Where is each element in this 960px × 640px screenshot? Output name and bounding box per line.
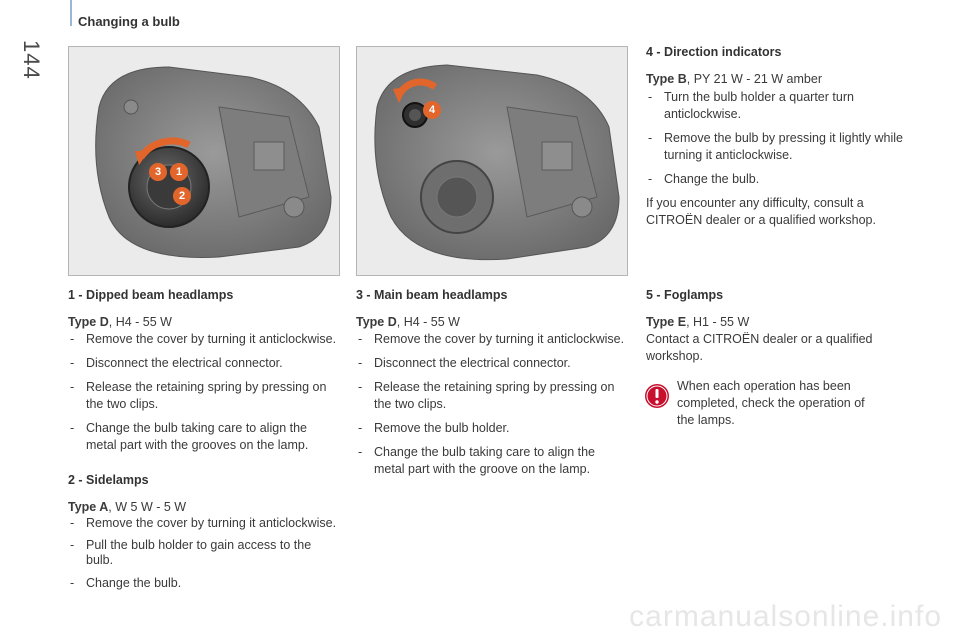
bulb-type: Type B, PY 21 W - 21 W amber <box>646 72 822 86</box>
step-item: - Disconnect the electrical connector. <box>356 355 626 372</box>
page-title: Changing a bulb <box>78 14 180 29</box>
step-item: - Remove the bulb holder. <box>356 420 626 437</box>
step-item: - Release the retaining spring by pressing on the two clips. <box>68 379 338 413</box>
section-foglamps <box>646 287 906 365</box>
step-item: - Remove the cover by turning it anticlockwise. <box>68 331 338 348</box>
callout-badge-4: 4 <box>423 101 441 119</box>
bulb-type: Type E, H1 - 55 W <box>646 315 750 329</box>
step-item: - Remove the bulb by pressing it lightly while turning it anticlockwise. <box>646 130 906 164</box>
callout-badge-3: 3 <box>149 163 167 181</box>
section-main-beam <box>356 287 626 485</box>
section-direction-indicators <box>646 44 906 229</box>
callout-badge-2: 2 <box>173 187 191 205</box>
step-item: - Remove the cover by turning it anticlockwise. <box>68 516 338 531</box>
section-sidelamps <box>68 472 338 599</box>
step-item: - Change the bulb. <box>646 171 906 188</box>
bulb-type: Type D, H4 - 55 W <box>68 315 172 329</box>
step-item: - Pull the bulb holder to gain access to the bulb. <box>68 538 338 568</box>
step-item: - Change the bulb taking care to align the metal part with the groove on the lamp. <box>356 444 626 478</box>
watermark: carmanualsonline.info <box>629 600 942 633</box>
section-heading: 2 - Sidelamps <box>68 473 149 487</box>
step-item: - Turn the bulb holder a quarter turn anticlockwise. <box>646 89 906 123</box>
dealer-note: If you encounter any difficulty, consult a CITROËN dealer or a qualified workshop. <box>646 196 876 227</box>
step-item: - Release the retaining spring by pressing on the two clips. <box>356 379 626 413</box>
side-accent-bar <box>70 0 72 26</box>
step-item: - Change the bulb taking care to align the metal part with the grooves on the lamp. <box>68 420 338 454</box>
section-heading: 1 - Dipped beam headlamps <box>68 288 234 302</box>
headlamp-figure-rear-left <box>68 46 340 276</box>
bulb-type: Type A, W 5 W - 5 W <box>68 500 187 514</box>
warning-text: When each operation has been completed, check the operation of the lamps. <box>677 379 865 427</box>
page-number: 144 <box>19 40 44 80</box>
dealer-note: Contact a CITROËN dealer or a qualified workshop. <box>646 332 873 363</box>
callout-badge-1: 1 <box>170 163 188 181</box>
step-item: - Change the bulb. <box>68 575 338 592</box>
step-item: - Remove the cover by turning it anticlockwise. <box>356 331 626 348</box>
section-heading: 3 - Main beam headlamps <box>356 288 508 302</box>
headlamp-figure-rear-right <box>356 46 628 276</box>
section-dipped-beam <box>68 287 338 461</box>
step-item: - Disconnect the electrical connector. <box>68 355 338 372</box>
warning-icon <box>644 383 670 414</box>
section-heading: 4 - Direction indicators <box>646 45 782 59</box>
bulb-type: Type D, H4 - 55 W <box>356 315 460 329</box>
section-heading: 5 - Foglamps <box>646 288 724 302</box>
